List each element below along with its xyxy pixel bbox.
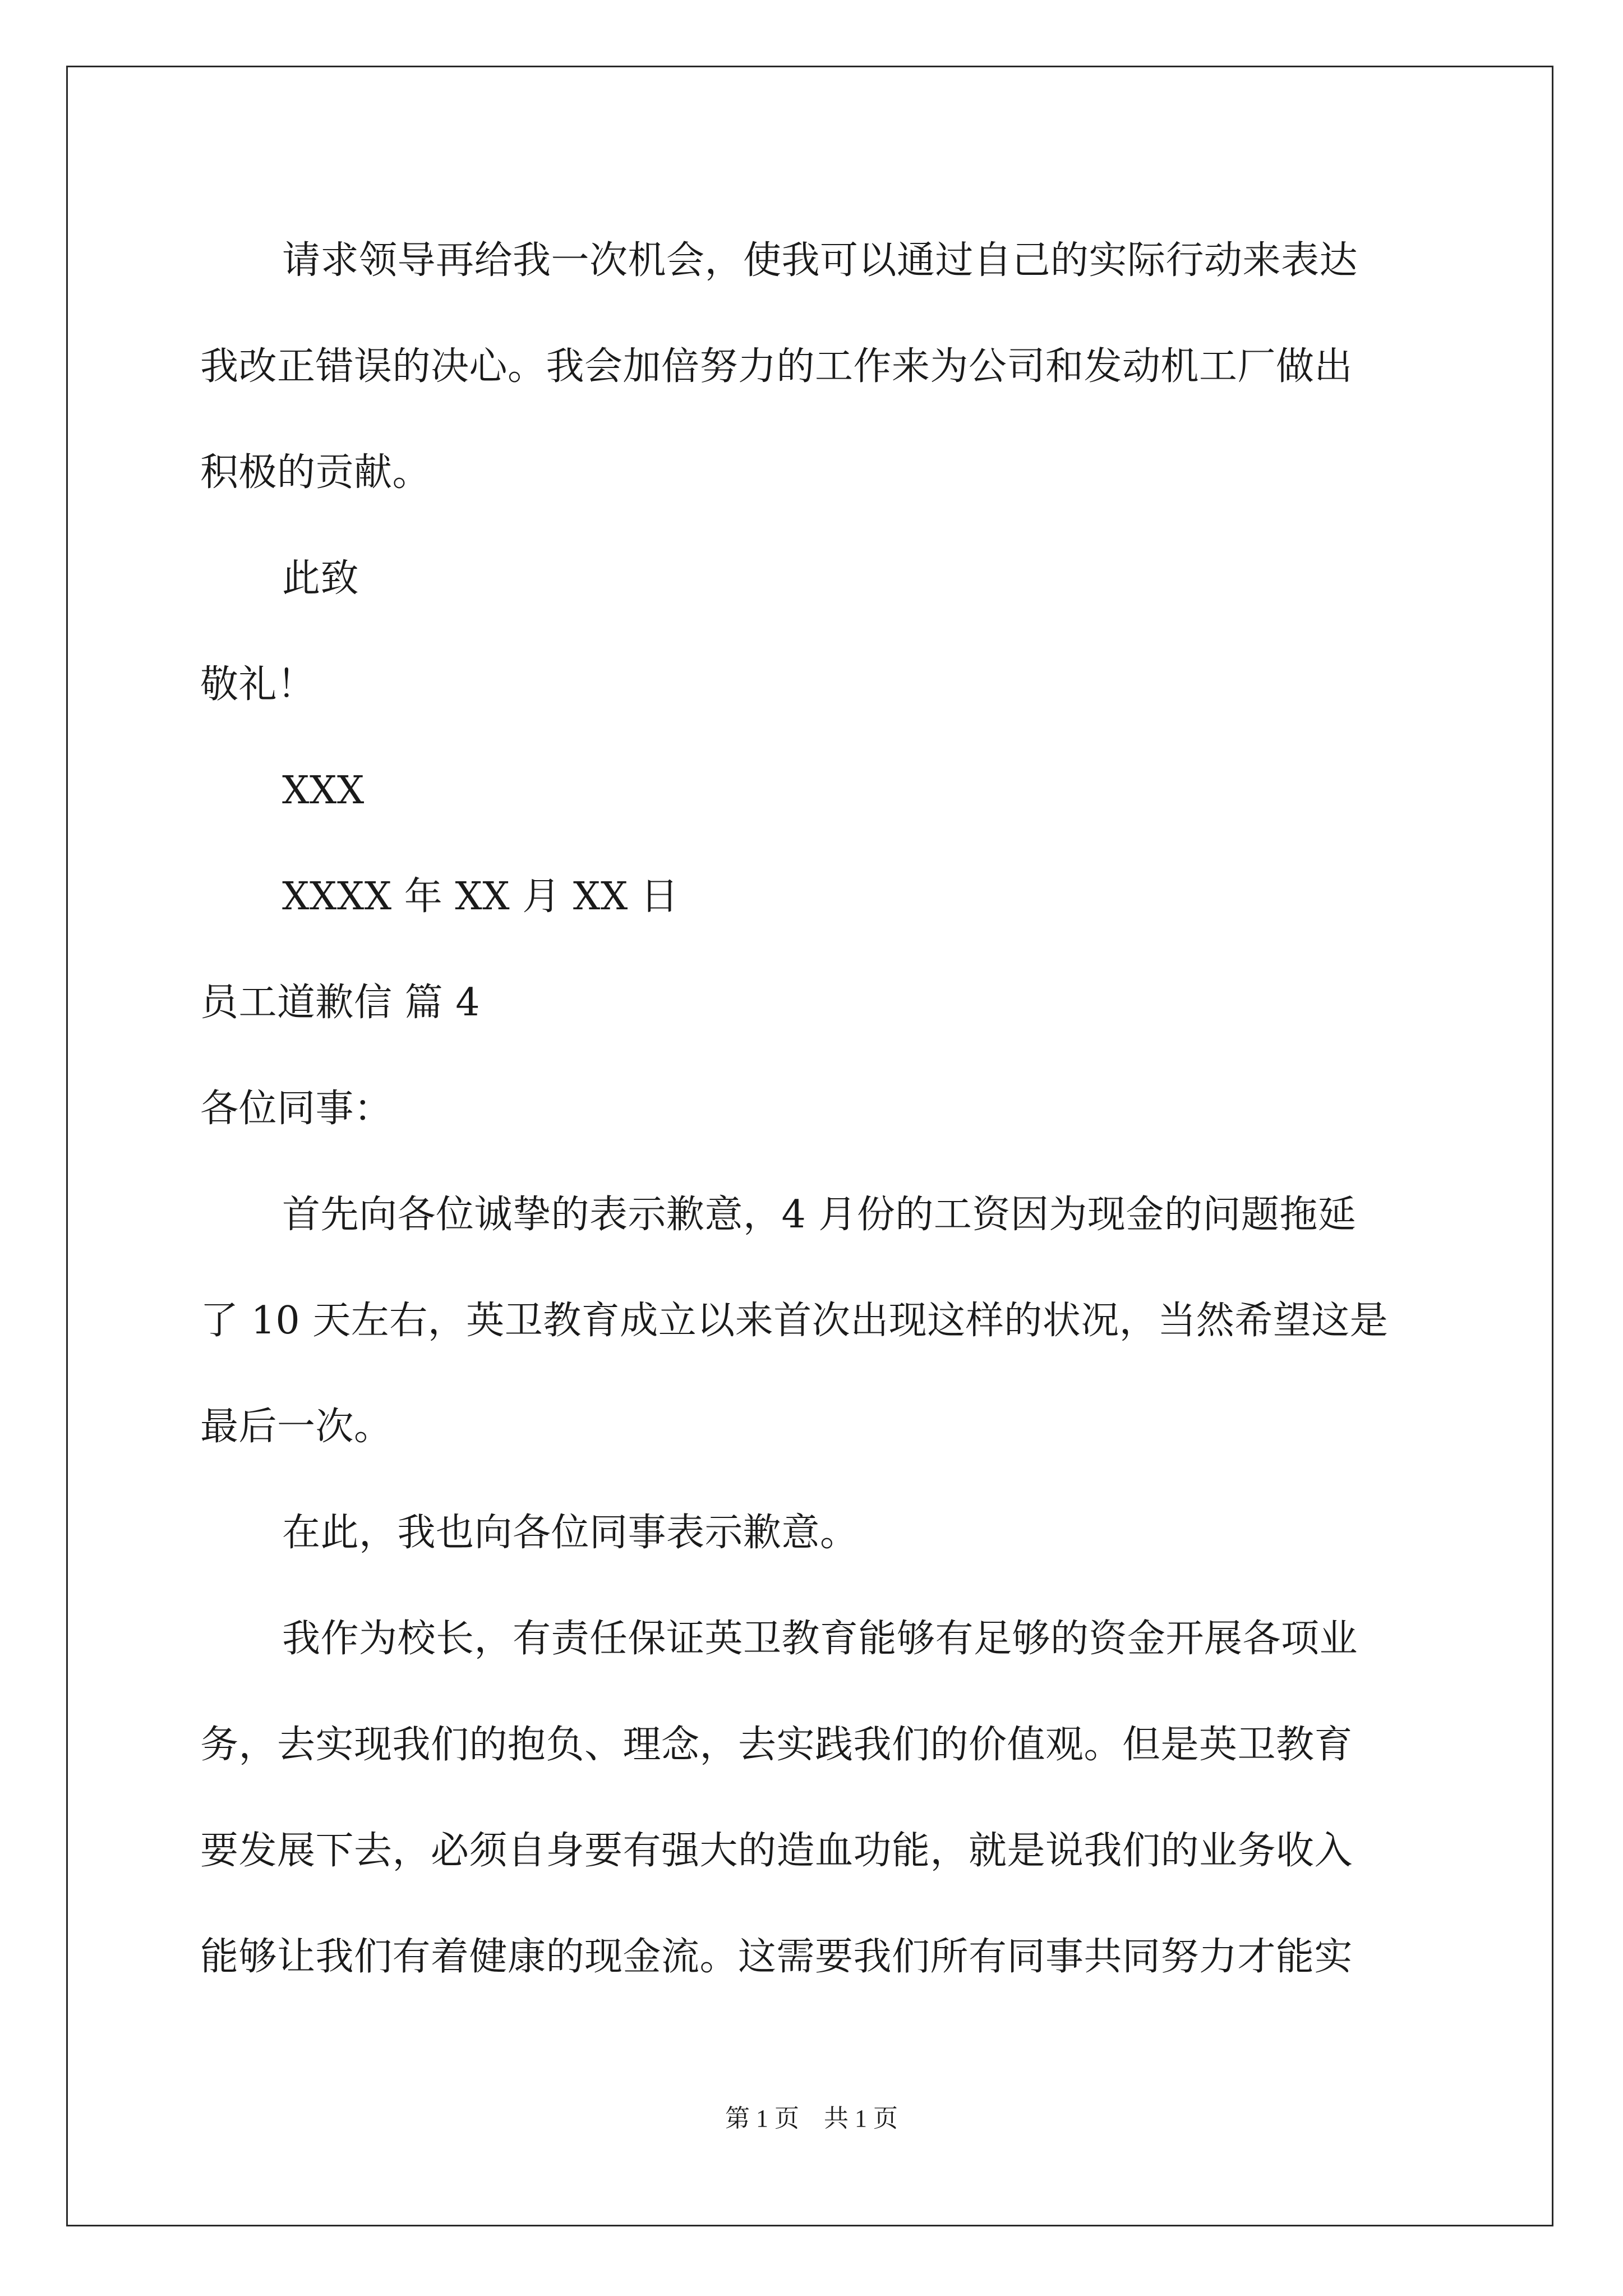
text-line: 员工道歉信 篇 4	[200, 981, 480, 1025]
page-footer: 第 1 页 共 1 页	[725, 2105, 898, 2132]
text-line: 首先向各位诚挚的表示歉意，4 月份的工资因为现金的问题拖延	[282, 1193, 1357, 1237]
paragraph	[200, 1056, 1434, 1162]
text-line: 请求领导再给我一次机会，使我可以通过自己的实际行动来表达	[282, 238, 1358, 283]
text-line: 了 10 天左右，英卫教育成立以来首次出现这样的状况，当然希望这是	[200, 1299, 1389, 1343]
text-line: 要发展下去，必须自身要有强大的造血功能，就是说我们的业务收入	[200, 1829, 1353, 1873]
text-line: 积极的贡献。	[200, 450, 431, 495]
text-line: 在此，我也向各位同事表示歉意。	[282, 1511, 859, 1555]
text-line: XXX	[282, 769, 365, 813]
text-line: 此致	[282, 556, 359, 601]
text-line: 敬礼！	[200, 662, 316, 707]
paragraph	[200, 738, 1434, 844]
paragraph	[200, 526, 1434, 632]
text-line: 最后一次。	[200, 1405, 393, 1449]
document-body	[200, 208, 1434, 2010]
paragraph	[200, 844, 1434, 950]
text-line: 我改正错误的决心。我会加倍努力的工作来为公司和发动机工厂做出	[200, 344, 1353, 389]
text-line: XXXX 年 XX 月 XX 日	[282, 875, 679, 919]
text-line: 能够让我们有着健康的现金流。这需要我们所有同事共同努力才能实	[200, 1935, 1353, 1979]
paragraph	[200, 208, 1434, 526]
text-line: 各位同事：	[200, 1087, 393, 1131]
text-line: 我作为校长，有责任保证英卫教育能够有足够的资金开展各项业	[282, 1617, 1358, 1661]
paragraph	[200, 1480, 1434, 1586]
paragraph	[200, 950, 1434, 1056]
paragraph	[200, 632, 1434, 738]
paragraph	[200, 1586, 1434, 2010]
text-line: 务，去实现我们的抱负、理念，去实践我们的价值观。但是英卫教育	[200, 1723, 1353, 1767]
paragraph	[200, 1162, 1434, 1480]
